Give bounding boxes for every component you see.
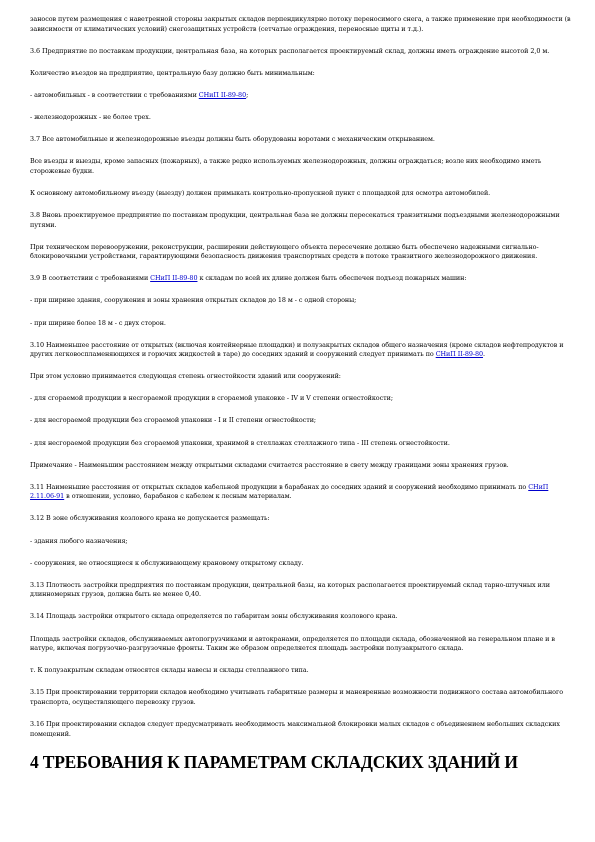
paragraph [30, 15, 575, 34]
paragraph [30, 581, 575, 600]
paragraph [30, 720, 575, 739]
paragraph-text: - здания любого назначения; [30, 536, 128, 545]
paragraph-text: т. К полузакрытым складам относятся склады навесы и склады стеллажного типа. [30, 666, 309, 675]
paragraph-text: - автомобильных - в соответствии с требованиями [30, 90, 199, 99]
paragraph-text: Примечание - Наименьшим расстоянием между открытыми складами считается расстояние в свету между границами зоны хранения грузов. [30, 460, 509, 469]
paragraph-text: - для сгораемой продукции в несгораемой продукции в сгораемой упаковке - IV и V степени огнестойкости; [30, 394, 393, 403]
paragraph [30, 461, 575, 471]
paragraph-text: - для несгораемой продукции без сгораемой упаковки, хранимой в стеллажах стеллажного типа - III степень огнестойкости. [30, 438, 450, 447]
paragraph-text: 3.11 Наименьшие расстояния от открытых складов кабельной продукции в барабанах до соседних зданий и сооружений необходимо принимать по [30, 482, 529, 491]
paragraph [30, 666, 575, 676]
paragraph-text: 3.10 Наименьшее расстояние от открытых (включая контейнерные площадки) и полузакрытых складов общего назначения (кроме складов нефтепродуктов и других легковоспламеняющихся и горючих жидкостей в таре) до соседних зданий и сооружений следует принимать по [30, 340, 564, 359]
paragraph-text: Количество въездов на предприятие, центральную базу должно быть минимальным: [30, 68, 315, 77]
paragraph-text: в отношении, условно, барабанов с кабелем к лесным материалам. [64, 492, 292, 501]
paragraph-text: - сооружения, не относящиеся к обслуживающему крановому открытому складу. [30, 558, 304, 567]
paragraph-text: 3.8 Вновь проектируемое предприятие по поставкам продукции, центральная база не должны пересекаться транзитными подъездными железнодорожными путями. [30, 210, 560, 229]
standard-link[interactable]: СНиП II-89-80 [435, 350, 483, 359]
paragraph-text: 3.15 При проектировании территории складов необходимо учитывать габаритные размеры и маневренные возможности подвижного состава автомобильного транспорта, осуществляющего перевозку грузов. [30, 688, 564, 706]
paragraph [30, 372, 575, 382]
paragraph [30, 612, 575, 622]
paragraph [30, 635, 575, 654]
paragraph-text: . [483, 350, 485, 359]
paragraph-text: к складам по всей их длине должен быть обеспечен подъезд пожарных машин: [197, 274, 467, 283]
paragraph-text: При этом условно принимается следующая степень огнестойкости зданий или сооружений: [30, 372, 341, 381]
paragraph [30, 416, 575, 426]
document-body [30, 15, 575, 772]
paragraph [30, 189, 575, 199]
paragraph [30, 274, 575, 284]
paragraph-text: При техническом перевооружении, реконструкции, расширении действующего объекта пересечение должно быть обеспечено надежными сигнально-блокировочными устройствами, гарантирующими безопасность движения транспортных средств в потоке транзитного железнодорожного движения. [30, 242, 539, 261]
paragraph-text: ; [246, 90, 249, 99]
standard-link[interactable]: СНиП II-89-80 [198, 90, 247, 99]
paragraph [30, 537, 575, 547]
paragraph [30, 394, 575, 404]
section-heading: 4 ТРЕБОВАНИЯ К ПАРАМЕТРАМ СКЛАДСКИХ ЗДАНИЙ И [30, 751, 518, 772]
paragraph-text: 3.12 В зоне обслуживания козлового крана не допускается размещать: [30, 514, 270, 523]
paragraph [30, 211, 575, 230]
paragraph [30, 296, 575, 306]
paragraph-text: 3.13 Плотность застройки предприятия по поставкам продукции, центральной базы, на которых располагается проектируемый склад тарно-штучных или длинномерных грузов, должна быть не менее 0,40. [30, 580, 550, 599]
standard-link[interactable]: СНиП II-89-80 [150, 274, 198, 283]
paragraph [30, 514, 575, 524]
paragraph [30, 483, 575, 502]
paragraph [30, 243, 575, 262]
paragraph-text: Все въезды и выезды, кроме запасных (пожарных), а также редко используемых железнодорожных, должны ограждаться; возле них необходимо иметь сторожевые будки. [30, 157, 542, 175]
paragraph-text: 3.9 В соответствии с требованиями [30, 274, 151, 283]
paragraph [30, 439, 575, 449]
paragraph-text: 3.7 Все автомобильные и железнодорожные въезды должны быть оборудованы воротами с механическим открыванием. [30, 135, 435, 144]
paragraph-text: 3.16 При проектировании складов следует предусматривать необходимость максимальной блокировки малых складов с объединением небольших складских помещений. [30, 719, 560, 738]
paragraph-text: - железнодорожных - не более трех. [30, 112, 151, 121]
paragraph-text: - для несгораемой продукции без сгораемой упаковки - I и II степени огнестойкости; [30, 416, 317, 425]
paragraph-text: Площадь застройки складов, обслуживаемых автопогрузчиками и автокранами, определяется по площади склада, обозначенной на генеральном плане и в натуре, включая погрузочно-разгрузочные фронты. Таким же образом определяется площадь застройки полузакрытого склада. [30, 634, 555, 653]
paragraph-text: 3.14 Площадь застройки открытого склада определяется по габаритам зоны обслуживания козлового крана. [30, 612, 398, 621]
paragraph [30, 341, 575, 360]
paragraph [30, 559, 575, 569]
paragraph [30, 91, 575, 101]
paragraph [30, 69, 575, 79]
paragraph [30, 688, 575, 707]
paragraph [30, 135, 575, 145]
paragraph-text: заносов путем размещения с наветренной стороны закрытых складов перпендикулярно потоку переносимого снега, а также применение при необходимости (в зависимости от климатических условий) снегозащитных устройств (сетчатые ограждения, переносные щиты и т.д.). [30, 15, 571, 33]
paragraph [30, 47, 575, 57]
paragraph-text: - при ширине здания, сооружения и зоны хранения открытых складов до 18 м - с одной стороны; [30, 296, 357, 305]
paragraph [30, 319, 575, 329]
paragraph-text: К основному автомобильному въезду (выезду) должен примыкать контрольно-пропускной пункт с площадкой для осмотра автомобилей. [30, 188, 491, 197]
paragraph-text: 3.6 Предприятие по поставкам продукции, центральная база, на которых располагается проектируемый склад, должны иметь ограждение высотой 2,0 м. [30, 46, 550, 55]
paragraph [30, 157, 575, 176]
paragraph [30, 113, 575, 123]
standard-link[interactable]: СНиП 2.11.06-91 [30, 482, 549, 501]
paragraph-text: - при ширине более 18 м - с двух сторон. [30, 318, 166, 327]
